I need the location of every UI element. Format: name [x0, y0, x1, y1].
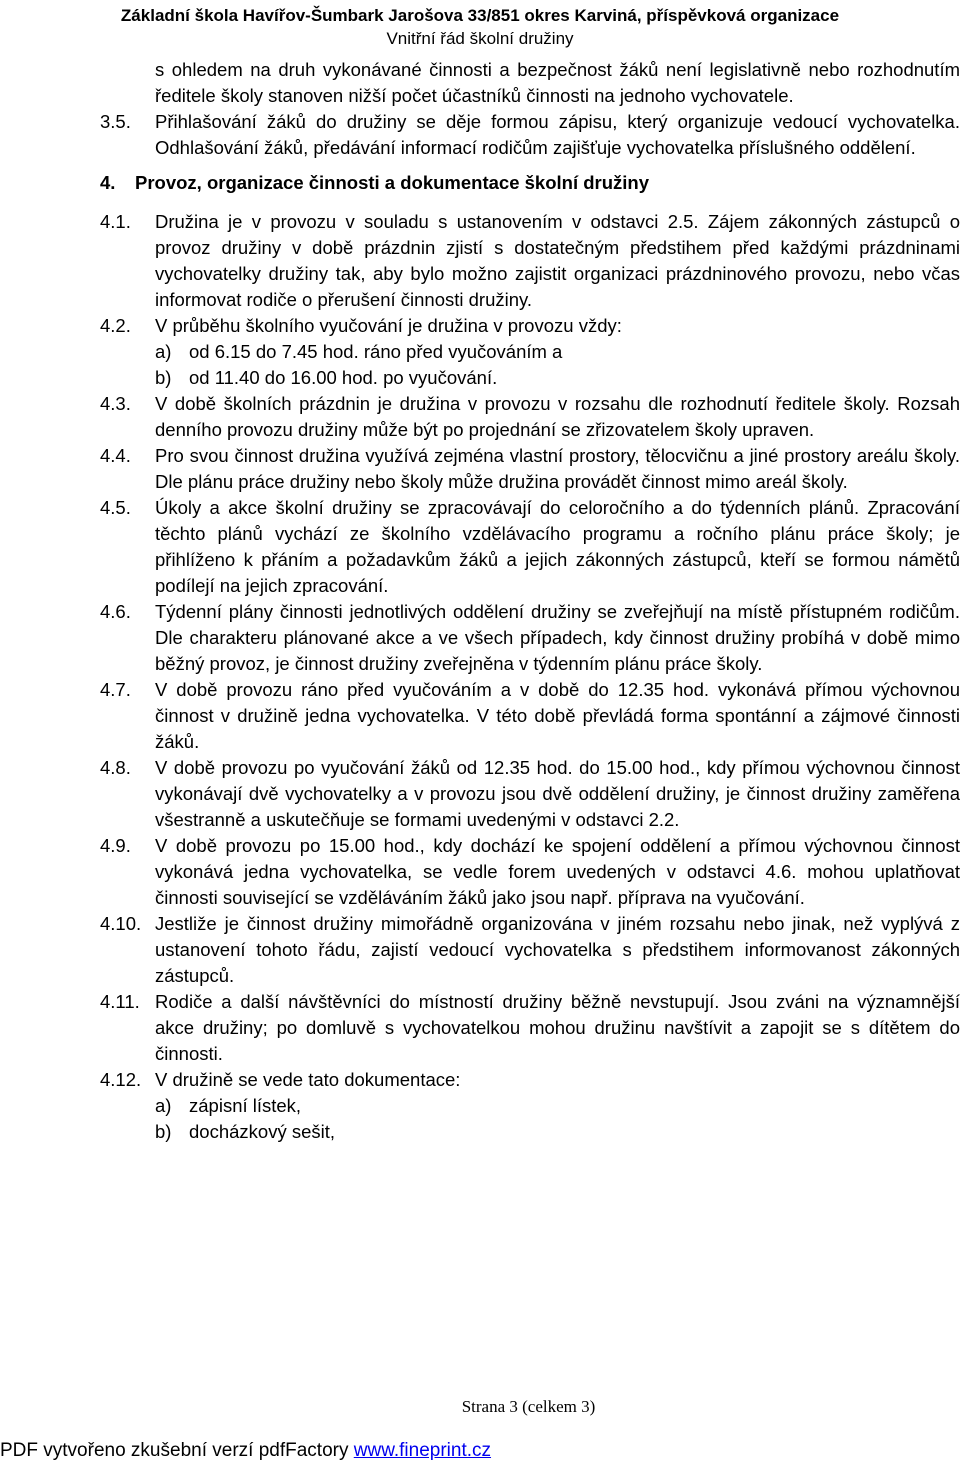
item-4-11 [100, 989, 960, 1067]
item-text: V době provozu po vyučování žáků od 12.35 hod. do 15.00 hod., kdy přímou výchovnou činnost vykonávají dvě vychovatelky a v provozu jsou dvě oddělení družiny, je činnost družiny zaměřena všestranně a uskutečňuje se formami uvedenými v odstavci 2.2. [155, 757, 960, 830]
sub-item-letter: b) [155, 1121, 172, 1142]
section-title: Provoz, organizace činnosti a dokumentace školní družiny [135, 172, 650, 193]
item-4-12 [100, 1067, 960, 1093]
fineprint-link[interactable]: www.fineprint.cz [353, 1440, 492, 1461]
section-heading [100, 170, 960, 196]
item-text: Týdenní plány činnosti jednotlivých oddělení družiny se zveřejňují na místě přístupném rodičům. Dle charakteru plánované akce a ve všech případech, kdy činnost družiny probíhá v době mimo běžný provoz, je činnost družiny zveřejněna v týdenním plánu práce školy. [155, 601, 960, 674]
school-name: Základní škola Havířov-Šumbark Jarošova 33/851 okres Karviná, příspěvková organizace [120, 6, 840, 25]
sub-item [100, 365, 960, 391]
document-title: Vnitřní řád školní družiny [386, 29, 574, 48]
item-text: Družina je v provozu v souladu s ustanovením v odstavci 2.5. Zájem zákonných zástupců o provoz družiny v době prázdnin zjistí s dostatečným předstihem před každými prázdninami vychovatelky družiny tak, aby bylo možno zajistit organizaci prázdninového provozu, nebo včas informovat rodiče o přerušení činnosti družiny. [155, 211, 960, 310]
item-text: Rodiče a další návštěvníci do místností družiny běžně nevstupují. Jsou zváni na významnější akce družiny; po domluvě s vychovatelkou mohou družinu navštívit a zapojit se s dítětem do činnosti. [155, 991, 960, 1064]
section-number: 4. [100, 172, 116, 193]
item-number: 4.4. [100, 445, 131, 466]
item-4-5 [100, 495, 960, 599]
sub-item-letter: a) [155, 1095, 172, 1116]
intro-paragraph: s ohledem na druh vykonávané činnosti a bezpečnost žáků není legislativně nebo rozhodnutím ředitele školy stanoven nižší počet účastníků činnosti na jednoho vychovatele. [155, 59, 960, 106]
item-text: V družině se vede tato dokumentace: [155, 1069, 461, 1090]
item-4-8 [100, 755, 960, 833]
item-text: V době školních prázdnin je družina v provozu v rozsahu dle rozhodnutí ředitele školy. Rozsah denního provozu družiny může být po projednání se zřizovatelem školy upraven. [155, 393, 960, 440]
item-number: 3.5. [100, 111, 131, 132]
item-4-6 [100, 599, 960, 677]
pdf-note-text: PDF vytvořeno zkušební verzí pdfFactory [0, 1440, 349, 1461]
item-number: 4.6. [100, 601, 131, 622]
item-4-4 [100, 443, 960, 495]
pdf-watermark-note [0, 1440, 491, 1462]
item-4-9 [100, 833, 960, 911]
sub-item [100, 1119, 960, 1145]
document-body [100, 57, 960, 1145]
item-text: Pro svou činnost družina využívá zejména vlastní prostory, tělocvičnu a jiné prostory areálu školy. Dle plánu práce družiny nebo školy může družina provádět činnost mimo areál školy. [155, 445, 960, 492]
sub-item-text: zápisní lístek, [189, 1095, 302, 1116]
item-text: V době provozu ráno před vyučováním a v době do 12.35 hod. vykonává přímou výchovnou činnost v družině jedna vychovatelka. V této době převládá forma spontánní a zájmové činnosti žáků. [155, 679, 960, 752]
sub-item [100, 339, 960, 365]
item-4-2 [100, 313, 960, 339]
sub-item-text: od 11.40 do 16.00 hod. po vyučování. [189, 367, 498, 388]
sub-item [100, 1093, 960, 1119]
item-number: 4.11. [100, 991, 140, 1012]
item-number: 4.9. [100, 835, 131, 856]
item-4-3 [100, 391, 960, 443]
page-header [0, 4, 960, 50]
item-4-1 [100, 209, 960, 313]
item-number: 4.8. [100, 757, 131, 778]
item-text: Úkoly a akce školní družiny se zpracovávají do celoročního a do týdenních plánů. Zpracování těchto plánů vychází ze školního vzdělávacího programu a ročního plánu práce školy; je přihlíženo k přáním a požadavkům žáků a jejich zákonných zástupců, kteří se formou námětů podílejí na jejich zpracování. [155, 497, 960, 596]
item-4-7 [100, 677, 960, 755]
page-number: Strana 3 (celkem 3) [461, 1397, 596, 1416]
item-text: V průběhu školního vyučování je družina v provozu vždy: [155, 315, 622, 336]
sub-item-text: docházkový sešit, [189, 1121, 336, 1142]
item-number: 4.10. [100, 913, 142, 934]
sub-item-letter: b) [155, 367, 172, 388]
item-number: 4.2. [100, 315, 131, 336]
item-number: 4.3. [100, 393, 131, 414]
sub-item-letter: a) [155, 341, 172, 362]
item-text: Přihlašování žáků do družiny se děje formou zápisu, který organizuje vedoucí vychovatelka. Odhlašování žáků, předávání informací rodičům zajišťuje vychovatelka příslušného oddělení. [155, 111, 960, 158]
item-3-5 [100, 109, 960, 161]
item-number: 4.5. [100, 497, 131, 518]
item-number: 4.7. [100, 679, 131, 700]
item-number: 4.12. [100, 1069, 142, 1090]
item-4-10 [100, 911, 960, 989]
sub-item-text: od 6.15 do 7.45 hod. ráno před vyučováním a [189, 341, 563, 362]
item-text: Jestliže je činnost družiny mimořádně organizována v jiném rozsahu nebo jinak, než vyplývá z ustanovení tohoto řádu, zajistí vedoucí vychovatelka s předstihem informovanost zákonných zástupců. [155, 913, 960, 986]
item-text: V době provozu po 15.00 hod., kdy dochází ke spojení oddělení a přímou výchovnou činnost vykonává jedna vychovatelka, se vedle forem uvedených v odstavci 4.6. mohou uplatňovat činnosti související se vzděláváním žáků jako jsou např. příprava na vyučování. [155, 835, 960, 908]
item-number: 4.1. [100, 211, 131, 232]
